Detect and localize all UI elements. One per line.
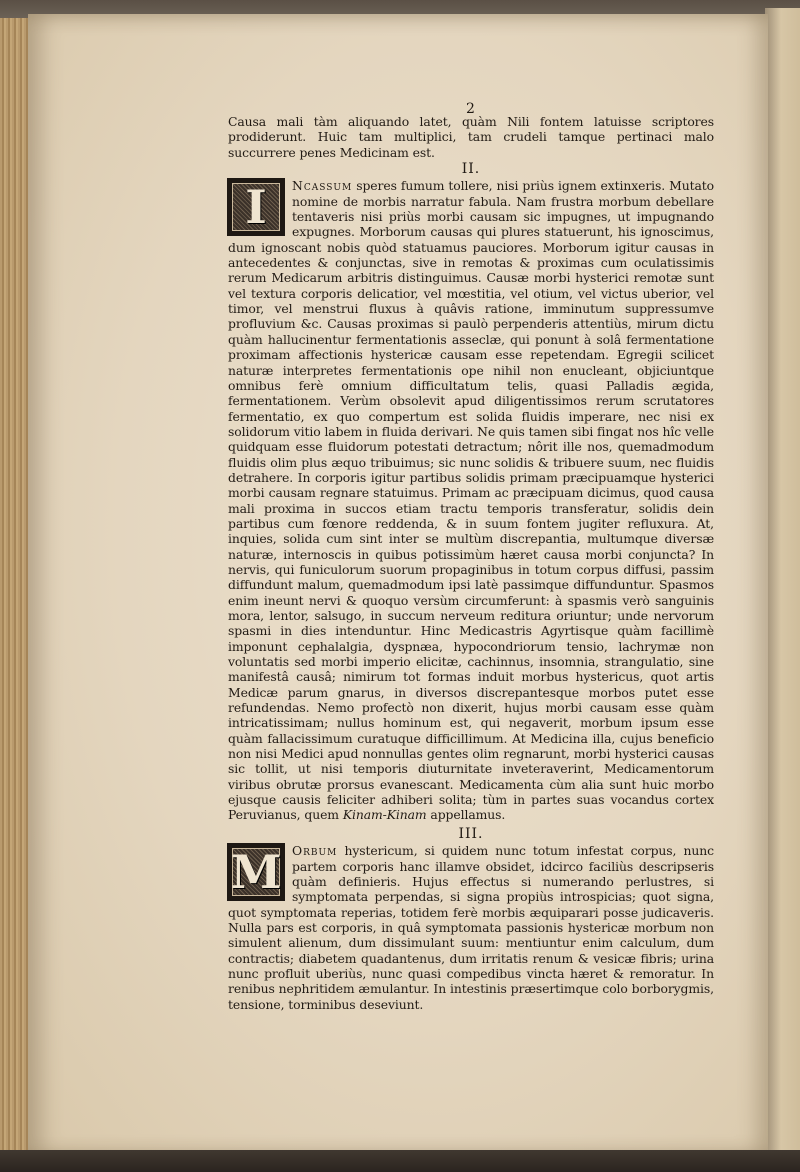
page-number: 2 xyxy=(466,101,475,117)
initial-letter: M xyxy=(230,845,282,900)
facing-page-edge xyxy=(765,8,800,1172)
lead-word: Orbum xyxy=(292,843,338,859)
section-body: speres fumum tollere, nisi priùs ignem extinxeris. Mutato nomine de morbis narratur fabula. Nam frustra morbum debellare tentaveris nisi priùs morbi causam sic impugnes, ut impugnando expugnes. Morborum causas qui plures statuerunt, his ignoscimus, dum ignoscant nobis quòd statuamus pauciores. Morborum igitur causas in antecedentes & conjunctas, sive in remotas & proximas cum oculatissimis rerum Medicarum arbitris distinguimus. Causæ morbi hysterici remotæ sunt vel textura corporis delicatior, vel mœstitia, vel otium, vel victus uberior, vel timor, vel menstrui fluxus à quâvis ratione, imminutum suppressumve profluvium &c. Causas proximas si paulò perpenderis attentiùs, mirum dictu quàm hallucinentur fermentationis asseclæ, qui ponunt à solâ fermentatione proximam affectionis hystericæ causam esse repetendam. Egregii scilicet naturæ interpretes fermentationis ope nihil non enucleant, objiciuntque omnibus ferè omnium difficultatum telis, quasi Palladis ægida, fermentationem. Verùm obsolevit apud diligentissimos rerum scrutatores fermentatio, ex quo compertum est solida fluidis imperare, nec nisi ex solidorum vitio labem in fluida derivari. Ne quis tamen sibi fingat nos hîc velle quidquam esse fluidorum potestati detractum; nôrit ille nos, quemadmodum fluidis olim plus æquo tribuimus; sic nunc solidis & tribuere suum, nec fluidis detrahere. In corporis igitur partibus solidis primam præcipuamque hysterici morbi causam regnare statuimus. Primam ac præcipuam dicimus, quod causa mali proxima in succos etiam tractu temporis transferatur, solidis dein partibus cum fœnore reddenda, & in suum fontem jugiter refluxura. At, inquies, solida cum sint inter se multùm discrepantia, multumque diversæ naturæ, internoscis in quibus potissimùm hæret causa morbi conjuncta? In nervis, qui funiculorum suorum propaginibus in totum corpus diffusi, passim diffundunt malum, quemadmodum ipsi latè passimque diffunduntur. Spasmos enim ineunt nervi & quoquo versùm circumferunt: à spasmis verò sanguinis mora, lentor, salsugo, in succum nerveum reditura oriuntur; unde nervorum spasmi in dies intenduntur. Hinc Medicastris Agyrtisque quàm facillimè imponunt cephalalgia, dyspnæa, hypocondriorum tensio, lachrymæ non voluntatis sed morbi imperio elicitæ, cachinnus, insomnia, strangulatio, sine manifestâ causâ; nimirum tot formas induit morbus hystericus, quot artis Medicæ parum gnarus, in diversos discrepantesque morbos putet esse refundendas. Nemo profectò non dixerit, hujus morbi causam esse quàm intricatissimam; nullus hominum est, qui negaverit, morbum ipsum esse quàm fallacissimum curatuque difficillimum. At Medicina illa, cujus beneficio non nisi Medici apud nonnullas gentes olim regnarunt, morbi hysterici causas sic tollit, ut nisi temporis diuturnitate inveteraverint, Medicamentorum viribus obrutæ prorsus evanescant. Medicamenta cùm alia sunt huic morbo ejusque causis feliciter adhiberi solita; tùm in partes suas vocandus cortex Peruvianus, quem xyxy=(228,178,714,823)
section-body: hystericum, si quidem nunc totum infestat corpus, nunc partem corporis hanc illamve obsidet, idcirco faciliùs descripseris quàm definieris. Hujus effectus si numerando perlustres, si symptomata perpendas, si signa propiùs introspicias; quot signa, quot symptomata reperias, totidem ferè morbis æquiparari posse judicaveris. Nulla pars est corporis, in quâ symptomata passionis hystericæ morbum non simulent alienum, dum dissimulant suum: mentiuntur enim calculum, dum contractis; diabetem quadantenus, dum irritatis renum & vesicæ fibris; urina nunc profluit uberiùs, nunc quasi compedibus vincta hæret & remoratur. In renibus nephritidem æmulantur. In intestinis præsertimque colo borborygmis, tensione, torminibus deseviunt. xyxy=(228,843,714,1012)
initial-letter: I xyxy=(245,180,267,235)
intro-paragraph: Causa mali tàm aliquando latet, quàm Nili fontem latuisse scriptores prodiderunt. Huic tam multiplici, tam crudeli tamque pertinaci malo succurrere penes Medicinam est. xyxy=(228,114,714,160)
page-text xyxy=(228,100,714,1012)
section-numeral: III. xyxy=(458,825,484,842)
italic-term: Kinam-Kinam xyxy=(342,807,427,823)
scan-bottom-edge xyxy=(0,1150,800,1172)
section-paragraph xyxy=(228,843,714,1012)
section-tail: appellamus. xyxy=(430,807,506,823)
decorated-initial xyxy=(228,179,284,235)
lead-word: Ncassum xyxy=(292,178,353,194)
section-numeral: II. xyxy=(461,161,481,178)
section-paragraph xyxy=(228,178,714,822)
decorated-initial xyxy=(228,844,284,900)
